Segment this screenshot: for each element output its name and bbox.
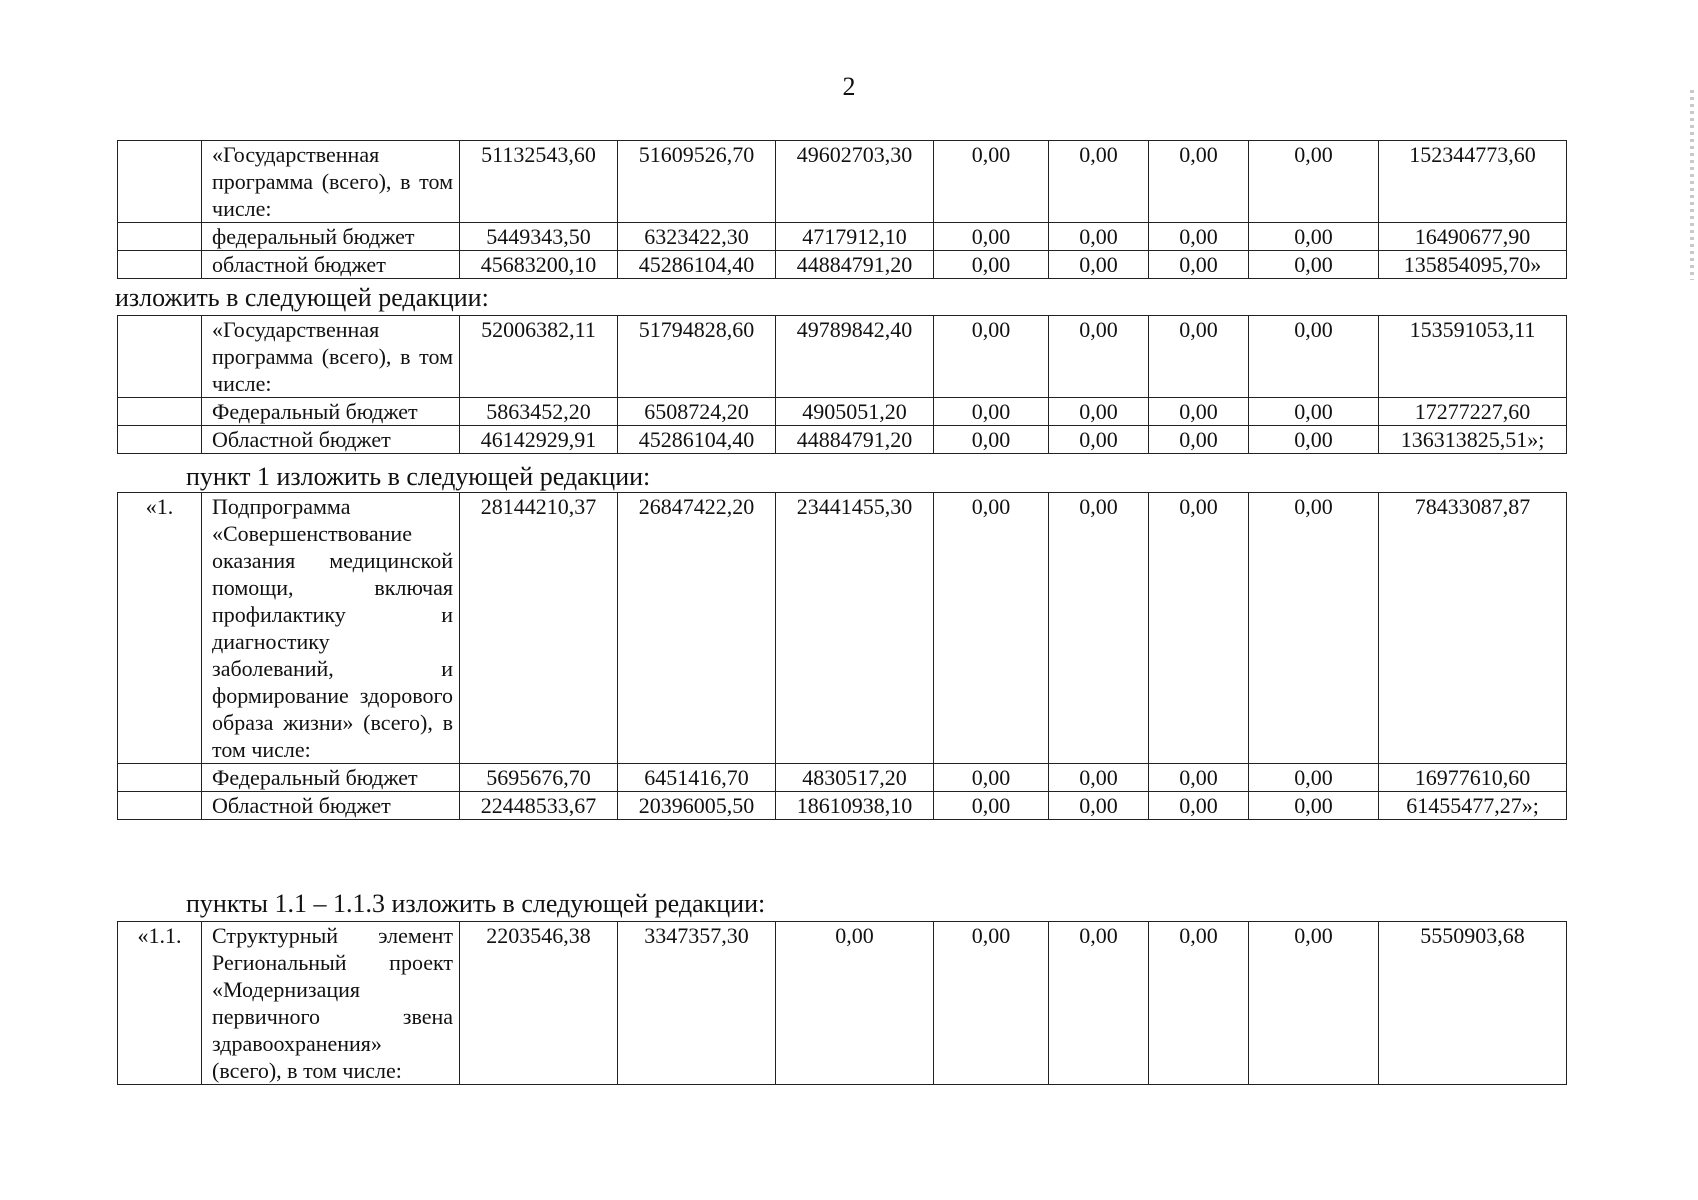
value-cell: 0,00 [1049, 141, 1149, 223]
value-cell: 0,00 [1149, 251, 1249, 279]
total-cell: 153591053,11 [1379, 316, 1567, 398]
table-row [118, 493, 1567, 764]
row-index-cell [118, 426, 202, 454]
value-cell: 4830517,20 [776, 764, 934, 792]
row-index-cell [118, 316, 202, 398]
subprogram-table [117, 492, 1567, 820]
table-row [118, 426, 1567, 454]
row-index-cell [118, 764, 202, 792]
budget-table-new [117, 315, 1567, 454]
value-cell: 0,00 [1249, 792, 1379, 820]
budget-table-old [117, 140, 1567, 279]
row-index-cell [118, 398, 202, 426]
budget-table-body [118, 141, 1567, 279]
value-cell: 0,00 [934, 398, 1049, 426]
value-cell: 0,00 [1149, 922, 1249, 1085]
total-cell: 16977610,60 [1379, 764, 1567, 792]
row-index-cell [118, 792, 202, 820]
table-row [118, 792, 1567, 820]
value-cell: 5449343,50 [460, 223, 618, 251]
total-cell: 17277227,60 [1379, 398, 1567, 426]
value-cell: 0,00 [1149, 426, 1249, 454]
row-name-cell: федеральный бюджет [202, 223, 460, 251]
value-cell: 0,00 [1249, 223, 1379, 251]
value-cell: 0,00 [934, 316, 1049, 398]
value-cell: 44884791,20 [776, 426, 934, 454]
value-cell: 0,00 [1149, 792, 1249, 820]
total-cell: 152344773,60 [1379, 141, 1567, 223]
total-cell: 135854095,70» [1379, 251, 1567, 279]
value-cell: 0,00 [1049, 922, 1149, 1085]
value-cell: 0,00 [1049, 426, 1149, 454]
value-cell: 5863452,20 [460, 398, 618, 426]
value-cell: 2203546,38 [460, 922, 618, 1085]
value-cell: 0,00 [934, 764, 1049, 792]
table-row [118, 398, 1567, 426]
value-cell: 20396005,50 [618, 792, 776, 820]
value-cell: 6323422,30 [618, 223, 776, 251]
total-cell: 5550903,68 [1379, 922, 1567, 1085]
budget-table-body [118, 493, 1567, 820]
value-cell: 44884791,20 [776, 251, 934, 279]
row-index-cell [118, 223, 202, 251]
value-cell: 0,00 [1049, 493, 1149, 764]
value-cell: 49602703,30 [776, 141, 934, 223]
row-name-cell: Структурный элемент Региональный проект «Модернизация первичного звена здравоохранения» (всего), в том числе: [202, 922, 460, 1085]
row-index-cell: «1. [118, 493, 202, 764]
value-cell: 0,00 [776, 922, 934, 1085]
value-cell: 0,00 [1149, 141, 1249, 223]
row-name-cell: Подпрограмма «Совершенствование оказания медицинской помощи, включая профилактику и диагностику заболеваний, и формирование здорового образа жизни» (всего), в том числе: [202, 493, 460, 764]
total-cell: 78433087,87 [1379, 493, 1567, 764]
row-index-cell [118, 251, 202, 279]
total-cell: 136313825,51»; [1379, 426, 1567, 454]
value-cell: 18610938,10 [776, 792, 934, 820]
value-cell: 0,00 [1249, 922, 1379, 1085]
budget-table-body [118, 922, 1567, 1085]
value-cell: 0,00 [934, 251, 1049, 279]
value-cell: 0,00 [934, 922, 1049, 1085]
table-row [118, 223, 1567, 251]
structural-element-table [117, 921, 1567, 1085]
value-cell: 52006382,11 [460, 316, 618, 398]
value-cell: 6451416,70 [618, 764, 776, 792]
value-cell: 0,00 [1049, 316, 1149, 398]
value-cell: 0,00 [1049, 398, 1149, 426]
value-cell: 0,00 [1249, 398, 1379, 426]
value-cell: 0,00 [1149, 398, 1249, 426]
row-name-cell: Федеральный бюджет [202, 764, 460, 792]
table-row [118, 251, 1567, 279]
value-cell: 46142929,91 [460, 426, 618, 454]
row-index-cell: «1.1. [118, 922, 202, 1085]
value-cell: 45286104,40 [618, 426, 776, 454]
budget-table-body [118, 316, 1567, 454]
value-cell: 6508724,20 [618, 398, 776, 426]
value-cell: 5695676,70 [460, 764, 618, 792]
value-cell: 0,00 [934, 426, 1049, 454]
value-cell: 28144210,37 [460, 493, 618, 764]
value-cell: 0,00 [1249, 141, 1379, 223]
value-cell: 49789842,40 [776, 316, 934, 398]
table-row [118, 141, 1567, 223]
row-name-cell: областной бюджет [202, 251, 460, 279]
table-row [118, 922, 1567, 1085]
page-number: 2 [842, 72, 856, 101]
instruction-caption: изложить в следующей редакции: [115, 283, 489, 312]
row-name-cell: «Государственная программа (всего), в том числе: [202, 141, 460, 223]
value-cell: 0,00 [1249, 426, 1379, 454]
value-cell: 0,00 [934, 792, 1049, 820]
instruction-caption: пункт 1 изложить в следующей редакции: [186, 462, 651, 491]
row-name-cell: Федеральный бюджет [202, 398, 460, 426]
row-name-cell: «Государственная программа (всего), в том числе: [202, 316, 460, 398]
value-cell: 45683200,10 [460, 251, 618, 279]
value-cell: 4905051,20 [776, 398, 934, 426]
value-cell: 23441455,30 [776, 493, 934, 764]
value-cell: 0,00 [1049, 251, 1149, 279]
instruction-caption: пункты 1.1 – 1.1.3 изложить в следующей редакции: [186, 889, 766, 918]
value-cell: 0,00 [934, 223, 1049, 251]
value-cell: 0,00 [1149, 764, 1249, 792]
value-cell: 51132543,60 [460, 141, 618, 223]
value-cell: 0,00 [1149, 316, 1249, 398]
value-cell: 4717912,10 [776, 223, 934, 251]
value-cell: 0,00 [1249, 316, 1379, 398]
value-cell: 0,00 [1249, 251, 1379, 279]
row-name-cell: Областной бюджет [202, 426, 460, 454]
value-cell: 51794828,60 [618, 316, 776, 398]
value-cell: 0,00 [934, 141, 1049, 223]
value-cell: 26847422,20 [618, 493, 776, 764]
value-cell: 0,00 [1149, 223, 1249, 251]
value-cell: 0,00 [1149, 493, 1249, 764]
table-row [118, 316, 1567, 398]
value-cell: 0,00 [1249, 764, 1379, 792]
row-index-cell [118, 141, 202, 223]
scan-margin-mark [1690, 90, 1694, 280]
value-cell: 22448533,67 [460, 792, 618, 820]
value-cell: 0,00 [1049, 764, 1149, 792]
value-cell: 0,00 [934, 493, 1049, 764]
total-cell: 61455477,27»; [1379, 792, 1567, 820]
value-cell: 0,00 [1249, 493, 1379, 764]
total-cell: 16490677,90 [1379, 223, 1567, 251]
value-cell: 0,00 [1049, 792, 1149, 820]
row-name-cell: Областной бюджет [202, 792, 460, 820]
value-cell: 51609526,70 [618, 141, 776, 223]
value-cell: 45286104,40 [618, 251, 776, 279]
value-cell: 0,00 [1049, 223, 1149, 251]
table-row [118, 764, 1567, 792]
value-cell: 3347357,30 [618, 922, 776, 1085]
